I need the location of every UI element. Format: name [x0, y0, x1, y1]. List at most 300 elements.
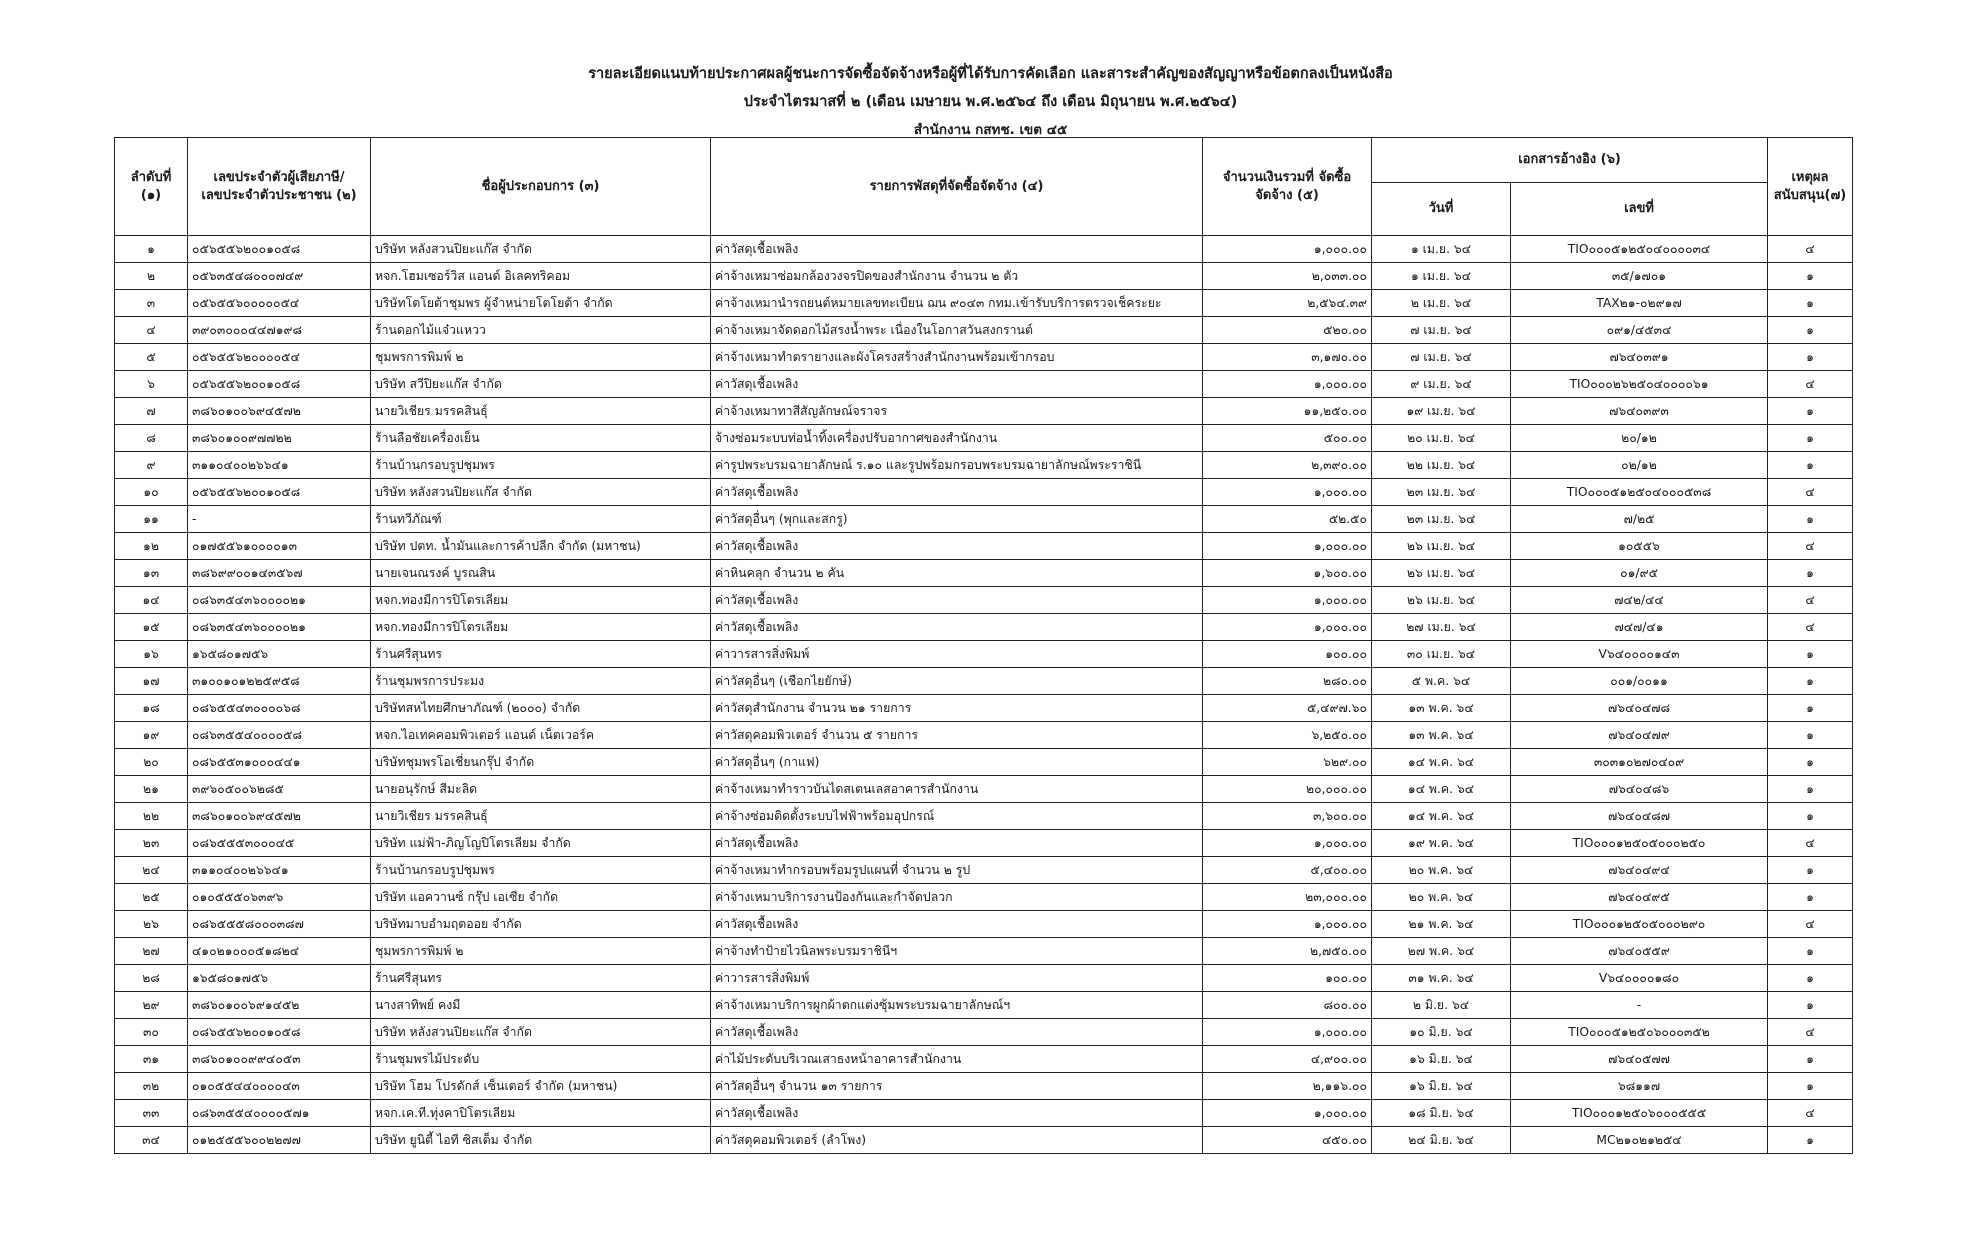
- cell-reason-code: ๑: [1768, 938, 1853, 965]
- cell-reason-code: ๑: [1768, 506, 1853, 533]
- cell-reason-code: ๔: [1768, 911, 1853, 938]
- cell-tax-id: ๓๘๖๐๑๐๐๙๗๗๒๒: [188, 425, 371, 452]
- cell-ref-date: ๑๙ พ.ค. ๖๔: [1372, 830, 1511, 857]
- cell-ref-date: ๒๓ เม.ย. ๖๔: [1372, 506, 1511, 533]
- header-refno: เลขที่: [1511, 183, 1768, 236]
- cell-ref-number: ๗๖๔๐๔๘๖: [1511, 776, 1768, 803]
- cell-tax-id: ๐๑๒๕๕๕๖๐๐๒๒๗๗: [188, 1127, 371, 1154]
- cell-item-description: ค่าวัสดุคอมพิวเตอร์ (ลำโพง): [711, 1127, 1203, 1154]
- cell-ref-date: ๒๖ เม.ย. ๖๔: [1372, 587, 1511, 614]
- cell-vendor-name: นายวิเชียร มรรคสินธุ์: [371, 398, 711, 425]
- table-row: [115, 425, 1853, 452]
- cell-row-number: ๑๐: [115, 479, 188, 506]
- cell-ref-date: ๒๐ พ.ค. ๖๔: [1372, 884, 1511, 911]
- cell-ref-number: TIO๐๐๐๑๒๕๐๕๐๐๐๒๙๐: [1511, 911, 1768, 938]
- cell-vendor-name: ร้านชุมพรการประมง: [371, 668, 711, 695]
- header-taxid-line1: เลขประจำตัวผู้เสียภาษี/: [213, 169, 345, 185]
- table-row: [115, 884, 1853, 911]
- table-row: [115, 560, 1853, 587]
- cell-reason-code: ๑: [1768, 1073, 1853, 1100]
- cell-amount: ๑,๐๐๐.๐๐: [1203, 533, 1372, 560]
- cell-ref-date: ๓๑ พ.ค. ๖๔: [1372, 965, 1511, 992]
- cell-ref-number: TIO๐๐๐๒๖๒๕๐๔๐๐๐๐๖๑: [1511, 371, 1768, 398]
- cell-vendor-name: ร้านลือชัยเครื่องเย็น: [371, 425, 711, 452]
- cell-item-description: ค่าไม้ประดับบริเวณเสาธงหน้าอาคารสำนักงาน: [711, 1046, 1203, 1073]
- cell-reason-code: ๔: [1768, 587, 1853, 614]
- cell-item-description: ค่าวัสดุอื่นๆ (กาแฟ): [711, 749, 1203, 776]
- cell-vendor-name: ชุมพรการพิมพ์ ๒: [371, 344, 711, 371]
- table-row: [115, 506, 1853, 533]
- cell-reason-code: ๑: [1768, 776, 1853, 803]
- cell-ref-date: ๑๔ พ.ค. ๖๔: [1372, 776, 1511, 803]
- cell-tax-id: ๓๙๖๐๕๐๐๖๒๘๕: [188, 776, 371, 803]
- table-row: [115, 533, 1853, 560]
- cell-row-number: ๑๓: [115, 560, 188, 587]
- cell-ref-date: ๒๐ พ.ค. ๖๔: [1372, 857, 1511, 884]
- cell-tax-id: ๐๑๗๕๕๖๑๐๐๐๐๑๓: [188, 533, 371, 560]
- cell-tax-id: ๓๘๖๐๑๐๐๙๙๔๐๕๓: [188, 1046, 371, 1073]
- cell-vendor-name: ร้านศรีสุนทร: [371, 965, 711, 992]
- cell-vendor-name: บริษัท ยูนิตี้ ไอที ซิสเต็ม จำกัด: [371, 1127, 711, 1154]
- cell-amount: ๑,๐๐๐.๐๐: [1203, 371, 1372, 398]
- cell-ref-date: ๑๐ มิ.ย. ๖๔: [1372, 1019, 1511, 1046]
- cell-row-number: ๓๑: [115, 1046, 188, 1073]
- cell-ref-date: ๑๖ มิ.ย. ๖๔: [1372, 1046, 1511, 1073]
- cell-amount: ๕๐๐.๐๐: [1203, 425, 1372, 452]
- cell-amount: ๒,๕๖๔.๓๙: [1203, 290, 1372, 317]
- cell-reason-code: ๑: [1768, 398, 1853, 425]
- cell-amount: ๑,๐๐๐.๐๐: [1203, 1100, 1372, 1127]
- table-row: [115, 965, 1853, 992]
- cell-ref-number: ๗๖๔๐๔๗๘: [1511, 695, 1768, 722]
- cell-row-number: ๓๐: [115, 1019, 188, 1046]
- cell-vendor-name: บริษัท สวีปิยะแก๊ส จำกัด: [371, 371, 711, 398]
- cell-item-description: จ้างซ่อมระบบท่อน้ำทิ้งเครื่องปรับอากาศของสำนักงาน: [711, 425, 1203, 452]
- table-row: [115, 1100, 1853, 1127]
- cell-item-description: ค่าจ้างเหมาทาสีสัญลักษณ์จราจร: [711, 398, 1203, 425]
- cell-row-number: ๒๐: [115, 749, 188, 776]
- cell-ref-number: TIO๐๐๐๑๒๕๐๖๐๐๐๕๕๕: [1511, 1100, 1768, 1127]
- cell-tax-id: ๑๖๕๘๐๑๗๕๖: [188, 965, 371, 992]
- cell-amount: ๒,๓๙๐.๐๐: [1203, 452, 1372, 479]
- cell-vendor-name: ร้านศรีสุนทร: [371, 641, 711, 668]
- cell-amount: ๕,๔๐๐.๐๐: [1203, 857, 1372, 884]
- cell-tax-id: ๐๘๖๓๕๔๓๖๐๐๐๐๒๑: [188, 614, 371, 641]
- table-row: [115, 695, 1853, 722]
- cell-row-number: ๒๗: [115, 938, 188, 965]
- cell-tax-id: ๓๑๐๐๑๐๑๒๒๕๙๕๘: [188, 668, 371, 695]
- cell-row-number: ๑๗: [115, 668, 188, 695]
- cell-vendor-name: บริษัท ปตท. น้ำมันและการค้าปลีก จำกัด (มหาชน): [371, 533, 711, 560]
- cell-amount: ๔,๙๐๐.๐๐: [1203, 1046, 1372, 1073]
- cell-reason-code: ๑: [1768, 1046, 1853, 1073]
- cell-ref-number: ๓๐๓๑๐๒๗๐๔๐๙: [1511, 749, 1768, 776]
- cell-row-number: ๙: [115, 452, 188, 479]
- cell-ref-number: ๗๖๔๐๕๗๗: [1511, 1046, 1768, 1073]
- cell-ref-date: ๒๒ เม.ย. ๖๔: [1372, 452, 1511, 479]
- cell-row-number: ๒: [115, 263, 188, 290]
- procurement-table: [114, 137, 1853, 1154]
- cell-ref-date: ๒๓ เม.ย. ๖๔: [1372, 479, 1511, 506]
- cell-reason-code: ๑: [1768, 1127, 1853, 1154]
- cell-row-number: ๒๔: [115, 857, 188, 884]
- header-no-label: ลำดับที่: [130, 169, 172, 185]
- cell-tax-id: ๐๑๐๕๕๔๔๐๐๐๐๔๓: [188, 1073, 371, 1100]
- cell-row-number: ๑: [115, 236, 188, 263]
- cell-ref-date: ๒๖ เม.ย. ๖๔: [1372, 560, 1511, 587]
- cell-tax-id: ๐๕๖๕๕๖๒๐๐๑๐๕๘: [188, 371, 371, 398]
- cell-tax-id: ๓๘๖๐๑๐๐๖๙๔๕๗๒: [188, 803, 371, 830]
- cell-reason-code: ๑: [1768, 803, 1853, 830]
- cell-amount: ๒๓,๐๐๐.๐๐: [1203, 884, 1372, 911]
- cell-ref-date: ๒ มิ.ย. ๖๔: [1372, 992, 1511, 1019]
- cell-vendor-name: บริษัท แม่ฟ้า-ภิญโญปิโตรเลียม จำกัด: [371, 830, 711, 857]
- cell-reason-code: ๑: [1768, 560, 1853, 587]
- cell-ref-date: ๒๗ เม.ย. ๖๔: [1372, 614, 1511, 641]
- cell-reason-code: ๔: [1768, 614, 1853, 641]
- cell-amount: ๒๘๐.๐๐: [1203, 668, 1372, 695]
- cell-ref-date: ๑๓ พ.ค. ๖๔: [1372, 722, 1511, 749]
- cell-ref-date: ๒๐ เม.ย. ๖๔: [1372, 425, 1511, 452]
- table-row: [115, 1127, 1853, 1154]
- cell-ref-date: ๑ เม.ย. ๖๔: [1372, 236, 1511, 263]
- cell-amount: ๑,๐๐๐.๐๐: [1203, 479, 1372, 506]
- table-row: [115, 857, 1853, 884]
- cell-ref-number: ๐๒/๑๒: [1511, 452, 1768, 479]
- cell-reason-code: ๑: [1768, 695, 1853, 722]
- table-row: [115, 452, 1853, 479]
- cell-ref-date: ๑๔ พ.ค. ๖๔: [1372, 749, 1511, 776]
- cell-row-number: ๔: [115, 317, 188, 344]
- cell-row-number: ๓๒: [115, 1073, 188, 1100]
- cell-row-number: ๗: [115, 398, 188, 425]
- cell-amount: ๑,๐๐๐.๐๐: [1203, 614, 1372, 641]
- cell-vendor-name: บริษัท หลังสวนปิยะแก๊ส จำกัด: [371, 479, 711, 506]
- cell-row-number: ๓๔: [115, 1127, 188, 1154]
- cell-item-description: ค่าวัสดุอื่นๆ จำนวน ๑๓ รายการ: [711, 1073, 1203, 1100]
- cell-reason-code: ๑: [1768, 344, 1853, 371]
- cell-tax-id: ๐๑๐๕๕๕๐๖๓๙๖: [188, 884, 371, 911]
- cell-row-number: ๑๔: [115, 587, 188, 614]
- cell-item-description: ค่าวัสดุเชื้อเพลิง: [711, 236, 1203, 263]
- header-items: รายการพัสดุที่จัดซื้อจัดจ้าง (๔): [711, 138, 1203, 236]
- cell-reason-code: ๑: [1768, 722, 1853, 749]
- cell-ref-date: ๒๗ พ.ค. ๖๔: [1372, 938, 1511, 965]
- cell-row-number: ๓๓: [115, 1100, 188, 1127]
- cell-tax-id: ๐๕๖๕๕๖๐๐๐๐๐๕๔: [188, 290, 371, 317]
- cell-item-description: ค่ารูปพระบรมฉายาลักษณ์ ร.๑๐ และรูปพร้อมกรอบพระบรมฉายาลักษณ์พระราชินี: [711, 452, 1203, 479]
- header-no: [115, 138, 188, 236]
- table-row: [115, 722, 1853, 749]
- cell-ref-number: ๗๖๔๐๓๙๑: [1511, 344, 1768, 371]
- cell-ref-number: V๖๔๐๐๐๐๑๔๓: [1511, 641, 1768, 668]
- cell-reason-code: ๑: [1768, 884, 1853, 911]
- cell-amount: ๓,๖๐๐.๐๐: [1203, 803, 1372, 830]
- cell-reason-code: ๔: [1768, 1019, 1853, 1046]
- table-row: [115, 587, 1853, 614]
- table-row: [115, 614, 1853, 641]
- cell-item-description: ค่าวัสดุเชื้อเพลิง: [711, 533, 1203, 560]
- cell-item-description: ค่าจ้างซ่อมติดตั้งระบบไฟฟ้าพร้อมอุปกรณ์: [711, 803, 1203, 830]
- cell-ref-number: ๐๑/๙๕: [1511, 560, 1768, 587]
- cell-item-description: ค่าวารสารสิ่งพิมพ์: [711, 965, 1203, 992]
- cell-row-number: ๕: [115, 344, 188, 371]
- cell-tax-id: ๐๘๖๕๕๔๓๐๐๐๐๖๘: [188, 695, 371, 722]
- header-no-number: (๑): [140, 187, 162, 203]
- cell-ref-date: ๑๘ มิ.ย. ๖๔: [1372, 1100, 1511, 1127]
- cell-vendor-name: หจก.ไอเทคคอมพิวเตอร์ แอนด์ เน็ตเวอร์ค: [371, 722, 711, 749]
- cell-ref-number: ๐๙๑/๔๕๓๔: [1511, 317, 1768, 344]
- cell-reason-code: ๔: [1768, 533, 1853, 560]
- cell-vendor-name: นางสาทิพย์ คงมี: [371, 992, 711, 1019]
- header-vendor: ชื่อผู้ประกอบการ (๓): [371, 138, 711, 236]
- cell-row-number: ๘: [115, 425, 188, 452]
- cell-item-description: ค่าวัสดุเชื้อเพลิง: [711, 587, 1203, 614]
- table-row: [115, 398, 1853, 425]
- cell-tax-id: ๓๘๖๐๑๐๐๖๙๑๔๕๒: [188, 992, 371, 1019]
- cell-row-number: ๖: [115, 371, 188, 398]
- cell-item-description: ค่าวัสดุเชื้อเพลิง: [711, 479, 1203, 506]
- cell-row-number: ๑๙: [115, 722, 188, 749]
- cell-ref-date: ๗ เม.ย. ๖๔: [1372, 317, 1511, 344]
- cell-vendor-name: ร้านบ้านกรอบรูปชุมพร: [371, 857, 711, 884]
- cell-item-description: ค่าจ้างเหมานำรถยนต์หมายเลขทะเบียน ฌน ๙๐๔๓ กทม.เข้ารับบริการตรวจเช็คระยะ: [711, 290, 1203, 317]
- cell-item-description: ค่าจ้างเหมาบริการผูกผ้าตกแต่งซุ้มพระบรมฉายาลักษณ์ฯ: [711, 992, 1203, 1019]
- cell-vendor-name: บริษัทสหไทยศึกษาภัณฑ์ (๒๐๐๐) จำกัด: [371, 695, 711, 722]
- cell-item-description: ค่าจ้างเหมาบริการงานป้องกันและกำจัดปลวก: [711, 884, 1203, 911]
- cell-ref-number: ๑๐๕๕๖: [1511, 533, 1768, 560]
- cell-row-number: ๒๖: [115, 911, 188, 938]
- cell-ref-number: ๒๐/๑๒: [1511, 425, 1768, 452]
- cell-ref-number: ๗๔๗/๔๑: [1511, 614, 1768, 641]
- table-row: [115, 479, 1853, 506]
- table-row: [115, 236, 1853, 263]
- cell-ref-number: TIO๐๐๐๕๑๒๕๐๔๐๐๐๐๓๔: [1511, 236, 1768, 263]
- cell-vendor-name: นายเจนณรงค์ บูรณสิน: [371, 560, 711, 587]
- table-body: [115, 236, 1853, 1154]
- cell-item-description: ค่าจ้างเหมาทำตรายางและผังโครงสร้างสำนักงานพร้อมเข้ากรอบ: [711, 344, 1203, 371]
- header-amount: [1203, 138, 1372, 236]
- cell-item-description: ค่าวัสดุอื่นๆ (เชือกไยยักษ์): [711, 668, 1203, 695]
- cell-ref-date: ๙ เม.ย. ๖๔: [1372, 371, 1511, 398]
- cell-item-description: ค่าวัสดุอื่นๆ (พุกและสกรู): [711, 506, 1203, 533]
- table-row: [115, 992, 1853, 1019]
- cell-row-number: ๑๕: [115, 614, 188, 641]
- table-row: [115, 371, 1853, 398]
- cell-reason-code: ๔: [1768, 1100, 1853, 1127]
- cell-vendor-name: บริษัท โฮม โปรดักส์ เซ็นเตอร์ จำกัด (มหาชน): [371, 1073, 711, 1100]
- cell-tax-id: ๐๕๖๓๕๔๘๐๐๐๗๔๙: [188, 263, 371, 290]
- cell-item-description: ค่าวัสดุคอมพิวเตอร์ จำนวน ๕ รายการ: [711, 722, 1203, 749]
- cell-tax-id: ๐๕๖๕๕๖๒๐๐๑๐๕๘: [188, 236, 371, 263]
- cell-reason-code: ๑: [1768, 317, 1853, 344]
- table-row: [115, 641, 1853, 668]
- cell-tax-id: ๐๕๖๕๕๖๒๐๐๐๐๕๔: [188, 344, 371, 371]
- cell-item-description: ค่าวัสดุเชื้อเพลิง: [711, 371, 1203, 398]
- cell-reason-code: ๑: [1768, 965, 1853, 992]
- cell-tax-id: ๐๕๖๕๕๖๒๐๐๑๐๕๘: [188, 479, 371, 506]
- header-taxid: [188, 138, 371, 236]
- cell-vendor-name: หจก.โฮมเซอร์วิส แอนด์ อิเลคทริคอม: [371, 263, 711, 290]
- table-header: [115, 138, 1853, 236]
- cell-row-number: ๑๒: [115, 533, 188, 560]
- table-row: [115, 803, 1853, 830]
- cell-ref-number: ๓๕/๑๗๐๑: [1511, 263, 1768, 290]
- header-taxid-line2: เลขประจำตัวประชาชน (๒): [201, 187, 357, 203]
- cell-ref-number: ๗๖๔๐๓๙๓: [1511, 398, 1768, 425]
- cell-ref-date: ๒๔ มิ.ย. ๖๔: [1372, 1127, 1511, 1154]
- cell-amount: ๑๑,๒๕๐.๐๐: [1203, 398, 1372, 425]
- document-period: ประจำไตรมาสที่ ๒ (เดือน เมษายน พ.ศ.๒๕๖๔ ถึง เดือน มิถุนายน พ.ศ.๒๕๖๔): [743, 94, 1238, 110]
- cell-amount: ๘๐๐.๐๐: [1203, 992, 1372, 1019]
- cell-ref-date: ๑๔ พ.ค. ๖๔: [1372, 803, 1511, 830]
- header-reason: [1768, 138, 1853, 236]
- cell-ref-date: ๑๙ เม.ย. ๖๔: [1372, 398, 1511, 425]
- cell-amount: ๕๒๐.๐๐: [1203, 317, 1372, 344]
- cell-vendor-name: ร้านบ้านกรอบรูปชุมพร: [371, 452, 711, 479]
- cell-row-number: ๒๓: [115, 830, 188, 857]
- cell-ref-number: ๗๖๔๐๔๙๔: [1511, 857, 1768, 884]
- cell-ref-number: ๗/๒๕: [1511, 506, 1768, 533]
- cell-reason-code: ๔: [1768, 830, 1853, 857]
- cell-tax-id: ๑๖๕๘๐๑๗๕๖: [188, 641, 371, 668]
- header-amount-line2: จัดจ้าง (๕): [1255, 187, 1319, 203]
- cell-item-description: ค่าจ้างเหมาจัดดอกไม้สรงน้ำพระ เนื่องในโอกาสวันสงกรานต์: [711, 317, 1203, 344]
- cell-reason-code: ๔: [1768, 371, 1853, 398]
- cell-item-description: ค่าวัสดุสำนักงาน จำนวน ๒๑ รายการ: [711, 695, 1203, 722]
- cell-row-number: ๒๕: [115, 884, 188, 911]
- table-row: [115, 938, 1853, 965]
- cell-reason-code: ๑: [1768, 263, 1853, 290]
- cell-vendor-name: หจก.ทองมีการปิโตรเลียม: [371, 587, 711, 614]
- cell-amount: ๑,๐๐๐.๐๐: [1203, 911, 1372, 938]
- cell-amount: ๔๕๐.๐๐: [1203, 1127, 1372, 1154]
- cell-row-number: ๒๘: [115, 965, 188, 992]
- cell-tax-id: ๐๘๖๓๕๕๔๐๐๐๐๕๘: [188, 722, 371, 749]
- cell-tax-id: ๓๑๑๐๔๐๐๒๖๖๔๑: [188, 857, 371, 884]
- cell-tax-id: ๓๙๐๓๐๐๐๔๔๗๑๙๘: [188, 317, 371, 344]
- table-row: [115, 1019, 1853, 1046]
- cell-row-number: ๒๑: [115, 776, 188, 803]
- cell-item-description: ค่าจ้างเหมาทำราวบันไดสเตนเลสอาคารสำนักงาน: [711, 776, 1203, 803]
- cell-amount: ๕๒.๕๐: [1203, 506, 1372, 533]
- header-reason-line2: สนับสนุน(๗): [1773, 187, 1847, 203]
- cell-ref-date: ๑๖ มิ.ย. ๖๔: [1372, 1073, 1511, 1100]
- cell-amount: ๑,๐๐๐.๐๐: [1203, 1019, 1372, 1046]
- cell-tax-id: ๐๘๖๓๕๔๓๖๐๐๐๐๒๑: [188, 587, 371, 614]
- cell-ref-number: MC๒๑๐๒๑๒๕๔: [1511, 1127, 1768, 1154]
- cell-vendor-name: ร้านชุมพรไม้ประดับ: [371, 1046, 711, 1073]
- table-row: [115, 290, 1853, 317]
- cell-amount: ๒,๐๓๓.๐๐: [1203, 263, 1372, 290]
- cell-item-description: ค่าวัสดุเชื้อเพลิง: [711, 1100, 1203, 1127]
- cell-ref-number: ๐๐๑/๐๐๑๑: [1511, 668, 1768, 695]
- cell-vendor-name: บริษัทมาบอำมฤตออย จำกัด: [371, 911, 711, 938]
- cell-vendor-name: ร้านทวีภัณฑ์: [371, 506, 711, 533]
- cell-amount: ๑,๖๐๐.๐๐: [1203, 560, 1372, 587]
- cell-item-description: ค่าวัสดุเชื้อเพลิง: [711, 911, 1203, 938]
- cell-item-description: ค่าวัสดุเชื้อเพลิง: [711, 1019, 1203, 1046]
- cell-item-description: ค่าวารสารสิ่งพิมพ์: [711, 641, 1203, 668]
- table-row: [115, 830, 1853, 857]
- cell-row-number: ๒๙: [115, 992, 188, 1019]
- cell-ref-date: ๓๐ เม.ย. ๖๔: [1372, 641, 1511, 668]
- cell-amount: ๖๒๙.๐๐: [1203, 749, 1372, 776]
- cell-ref-number: ๖๘๑๑๗: [1511, 1073, 1768, 1100]
- cell-amount: ๑๐๐.๐๐: [1203, 965, 1372, 992]
- cell-ref-number: -: [1511, 992, 1768, 1019]
- cell-reason-code: ๑: [1768, 749, 1853, 776]
- cell-tax-id: ๓๘๖๐๑๐๐๖๙๔๕๗๒: [188, 398, 371, 425]
- cell-vendor-name: บริษัท หลังสวนปิยะแก๊ส จำกัด: [371, 236, 711, 263]
- cell-ref-number: ๗๖๔๐๕๕๙: [1511, 938, 1768, 965]
- cell-amount: ๖,๒๕๐.๐๐: [1203, 722, 1372, 749]
- cell-amount: ๒๐,๐๐๐.๐๐: [1203, 776, 1372, 803]
- cell-vendor-name: นายวิเชียร มรรคสินธุ์: [371, 803, 711, 830]
- cell-vendor-name: บริษัท แอควานซ์ กรุ๊ป เอเซีย จำกัด: [371, 884, 711, 911]
- cell-reason-code: ๑: [1768, 290, 1853, 317]
- cell-row-number: ๓: [115, 290, 188, 317]
- cell-amount: ๑,๐๐๐.๐๐: [1203, 830, 1372, 857]
- cell-amount: ๕,๔๙๗.๖๐: [1203, 695, 1372, 722]
- cell-item-description: ค่าวัสดุเชื้อเพลิง: [711, 830, 1203, 857]
- cell-vendor-name: หจก.ทองมีการปิโตรเลียม: [371, 614, 711, 641]
- cell-reason-code: ๑: [1768, 857, 1853, 884]
- table-row: [115, 1046, 1853, 1073]
- cell-row-number: ๑๖: [115, 641, 188, 668]
- cell-ref-number: TAX๒๑-๐๒๙๑๗: [1511, 290, 1768, 317]
- cell-ref-date: ๑๓ พ.ค. ๖๔: [1372, 695, 1511, 722]
- table-row: [115, 317, 1853, 344]
- cell-item-description: ค่าจ้างเหมาทำกรอบพร้อมรูปแผนที่ จำนวน ๒ รูป: [711, 857, 1203, 884]
- cell-vendor-name: บริษัทโตโยต้าชุมพร ผู้จำหน่ายโตโยต้า จำกัด: [371, 290, 711, 317]
- cell-vendor-name: ชุมพรการพิมพ์ ๒: [371, 938, 711, 965]
- table-row: [115, 668, 1853, 695]
- cell-ref-number: ๗๔๒/๔๔: [1511, 587, 1768, 614]
- table-row: [115, 749, 1853, 776]
- header-amount-line1: จำนวนเงินรวมที่ จัดซื้อ: [1222, 169, 1352, 185]
- document-office: สำนักงาน กสทช. เขต ๔๕: [913, 122, 1068, 138]
- document-title: รายละเอียดแนบท้ายประกาศผลผู้ชนะการจัดซื้อจัดจ้างหรือผู้ที่ได้รับการคัดเลือก และสาระสำคัญของสัญญาหรือข้อตกลงเป็นหนังสือ: [588, 66, 1393, 82]
- table-row: [115, 1073, 1853, 1100]
- cell-reason-code: ๔: [1768, 479, 1853, 506]
- cell-ref-number: V๖๔๐๐๐๐๑๘๐: [1511, 965, 1768, 992]
- cell-item-description: ค่าหินคลุก จำนวน ๒ คัน: [711, 560, 1203, 587]
- cell-vendor-name: หจก.เค.ที.ทุ่งคาปิโตรเลียม: [371, 1100, 711, 1127]
- cell-tax-id: ๐๘๖๕๕๕๓๐๐๐๔๕: [188, 830, 371, 857]
- cell-item-description: ค่าจ้างทำป้ายไวนิลพระบรมราชินีฯ: [711, 938, 1203, 965]
- table-row: [115, 263, 1853, 290]
- cell-ref-date: ๑ เม.ย. ๖๔: [1372, 263, 1511, 290]
- cell-tax-id: ๓๘๖๙๙๐๐๑๔๓๕๖๗: [188, 560, 371, 587]
- cell-reason-code: ๑: [1768, 668, 1853, 695]
- cell-tax-id: ๐๘๖๓๕๕๔๐๐๐๐๕๗๑: [188, 1100, 371, 1127]
- cell-ref-number: TIO๐๐๐๕๑๒๕๐๔๐๐๐๕๓๘: [1511, 479, 1768, 506]
- header-reference: เอกสารอ้างอิง (๖): [1372, 138, 1768, 183]
- cell-ref-number: TIO๐๐๐๕๑๒๕๐๖๐๐๐๓๕๒: [1511, 1019, 1768, 1046]
- cell-ref-number: TIO๐๐๐๑๒๕๐๕๐๐๐๒๕๐: [1511, 830, 1768, 857]
- cell-reason-code: ๑: [1768, 992, 1853, 1019]
- cell-vendor-name: บริษัท หลังสวนปิยะแก๊ส จำกัด: [371, 1019, 711, 1046]
- table-row: [115, 776, 1853, 803]
- cell-ref-date: ๒ เม.ย. ๖๔: [1372, 290, 1511, 317]
- cell-amount: ๑,๐๐๐.๐๐: [1203, 587, 1372, 614]
- cell-reason-code: ๑: [1768, 641, 1853, 668]
- cell-ref-number: ๗๖๔๐๔๗๙: [1511, 722, 1768, 749]
- cell-ref-date: ๗ เม.ย. ๖๔: [1372, 344, 1511, 371]
- cell-ref-number: ๗๖๔๐๔๙๕: [1511, 884, 1768, 911]
- cell-amount: ๒,๑๑๖.๐๐: [1203, 1073, 1372, 1100]
